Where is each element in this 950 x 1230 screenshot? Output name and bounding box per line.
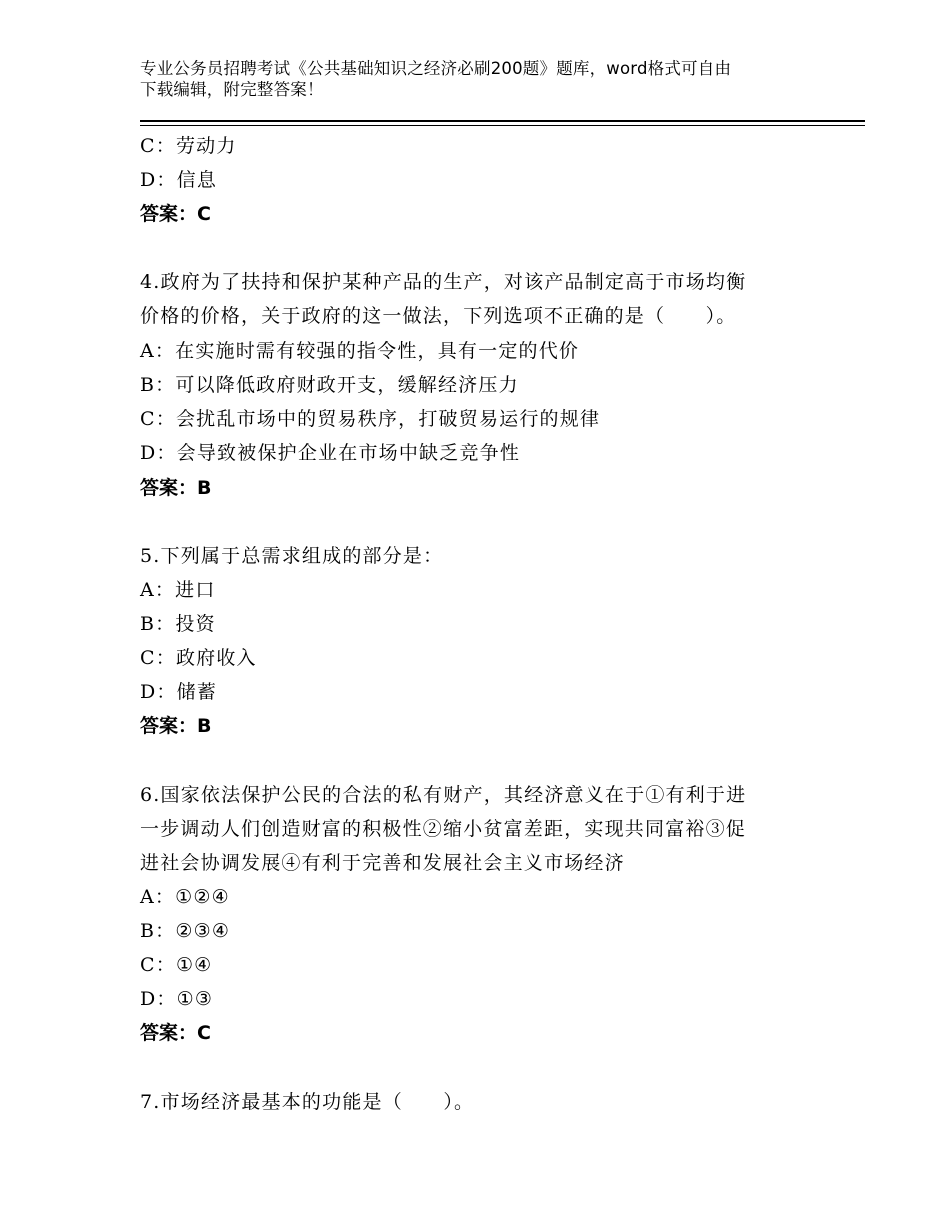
- option-text: 在实施时需有较强的指令性，具有一定的代价: [175, 340, 580, 362]
- q4-stem-line-1: 4.政府为了扶持和保护某种产品的生产，对该产品制定高于市场均衡: [140, 271, 747, 293]
- q6-stem-line-1: 6.国家依法保护公民的合法的私有财产，其经济意义在于①有利于进: [140, 784, 747, 806]
- q5-option-b: [140, 609, 216, 636]
- page-header: [140, 58, 820, 100]
- header-divider-thick: [140, 120, 865, 122]
- option-text: 信息: [176, 169, 218, 191]
- q5-stem: 5.下列属于总需求组成的部分是：: [140, 545, 444, 567]
- option-key: C：: [140, 408, 176, 430]
- option-text: ①②④: [175, 886, 230, 908]
- header-line-1: 专业公务员招聘考试《公共基础知识之经济必刷200题》题库，word格式可自由: [140, 59, 732, 78]
- option-text: 劳动力: [175, 135, 237, 157]
- header-divider-thin: [140, 125, 865, 126]
- q4-option-d: [140, 438, 520, 465]
- q5-option-a: [140, 575, 216, 602]
- q5-option-c: [140, 643, 257, 670]
- q3-answer: 答案：C: [140, 203, 211, 225]
- option-text: ①④: [175, 954, 213, 976]
- header-line-2: 下载编辑，附完整答案！: [140, 80, 324, 99]
- option-key: D：: [140, 442, 177, 464]
- q4-answer: 答案：B: [140, 477, 212, 499]
- q6-option-a: [140, 882, 230, 909]
- option-text: 投资: [175, 613, 216, 635]
- option-key: B：: [140, 920, 176, 942]
- option-key: A：: [140, 886, 176, 908]
- option-text: 会导致被保护企业在市场中缺乏竞争性: [176, 442, 521, 464]
- option-key: D：: [140, 988, 177, 1010]
- option-text: 政府收入: [175, 647, 257, 669]
- option-key: B：: [140, 613, 176, 635]
- q4-option-b: [140, 370, 519, 397]
- option-text: 进口: [175, 579, 216, 601]
- header-divider: [140, 120, 865, 127]
- q6-option-d: [140, 984, 213, 1011]
- q5-answer: 答案：B: [140, 715, 212, 737]
- q6-option-b: [140, 916, 230, 943]
- option-text: ②③④: [175, 920, 231, 942]
- option-key: C：: [140, 954, 176, 976]
- option-key: D：: [140, 681, 177, 703]
- option-key: D：: [140, 169, 177, 191]
- q3-option-c: [140, 131, 237, 158]
- option-text: 会扰乱市场中的贸易秩序，打破贸易运行的规律: [175, 408, 601, 430]
- option-text: 可以降低政府财政开支，缓解经济压力: [175, 374, 519, 396]
- option-text: 储蓄: [176, 681, 218, 703]
- q7-stem: 7.市场经济最基本的功能是（ ）。: [140, 1091, 475, 1113]
- option-text: ①③: [176, 988, 214, 1010]
- option-key: C：: [140, 135, 176, 157]
- q4-option-a: [140, 336, 579, 363]
- q3-option-d: [140, 165, 217, 192]
- option-key: C：: [140, 647, 176, 669]
- q6-option-c: [140, 950, 212, 977]
- q4-stem-line-2: 价格的价格，关于政府的这一做法，下列选项不正确的是（ ）。: [140, 305, 737, 327]
- option-key: B：: [140, 374, 176, 396]
- option-key: A：: [140, 340, 176, 362]
- q6-answer: 答案：C: [140, 1022, 211, 1044]
- q4-option-c: [140, 404, 600, 431]
- option-key: A：: [140, 579, 176, 601]
- q6-stem-line-2: 一步调动人们创造财富的积极性②缩小贫富差距，实现共同富裕③促: [140, 818, 747, 840]
- q6-stem-line-3: 进社会协调发展④有利于完善和发展社会主义市场经济: [140, 852, 625, 874]
- q5-option-d: [140, 677, 217, 704]
